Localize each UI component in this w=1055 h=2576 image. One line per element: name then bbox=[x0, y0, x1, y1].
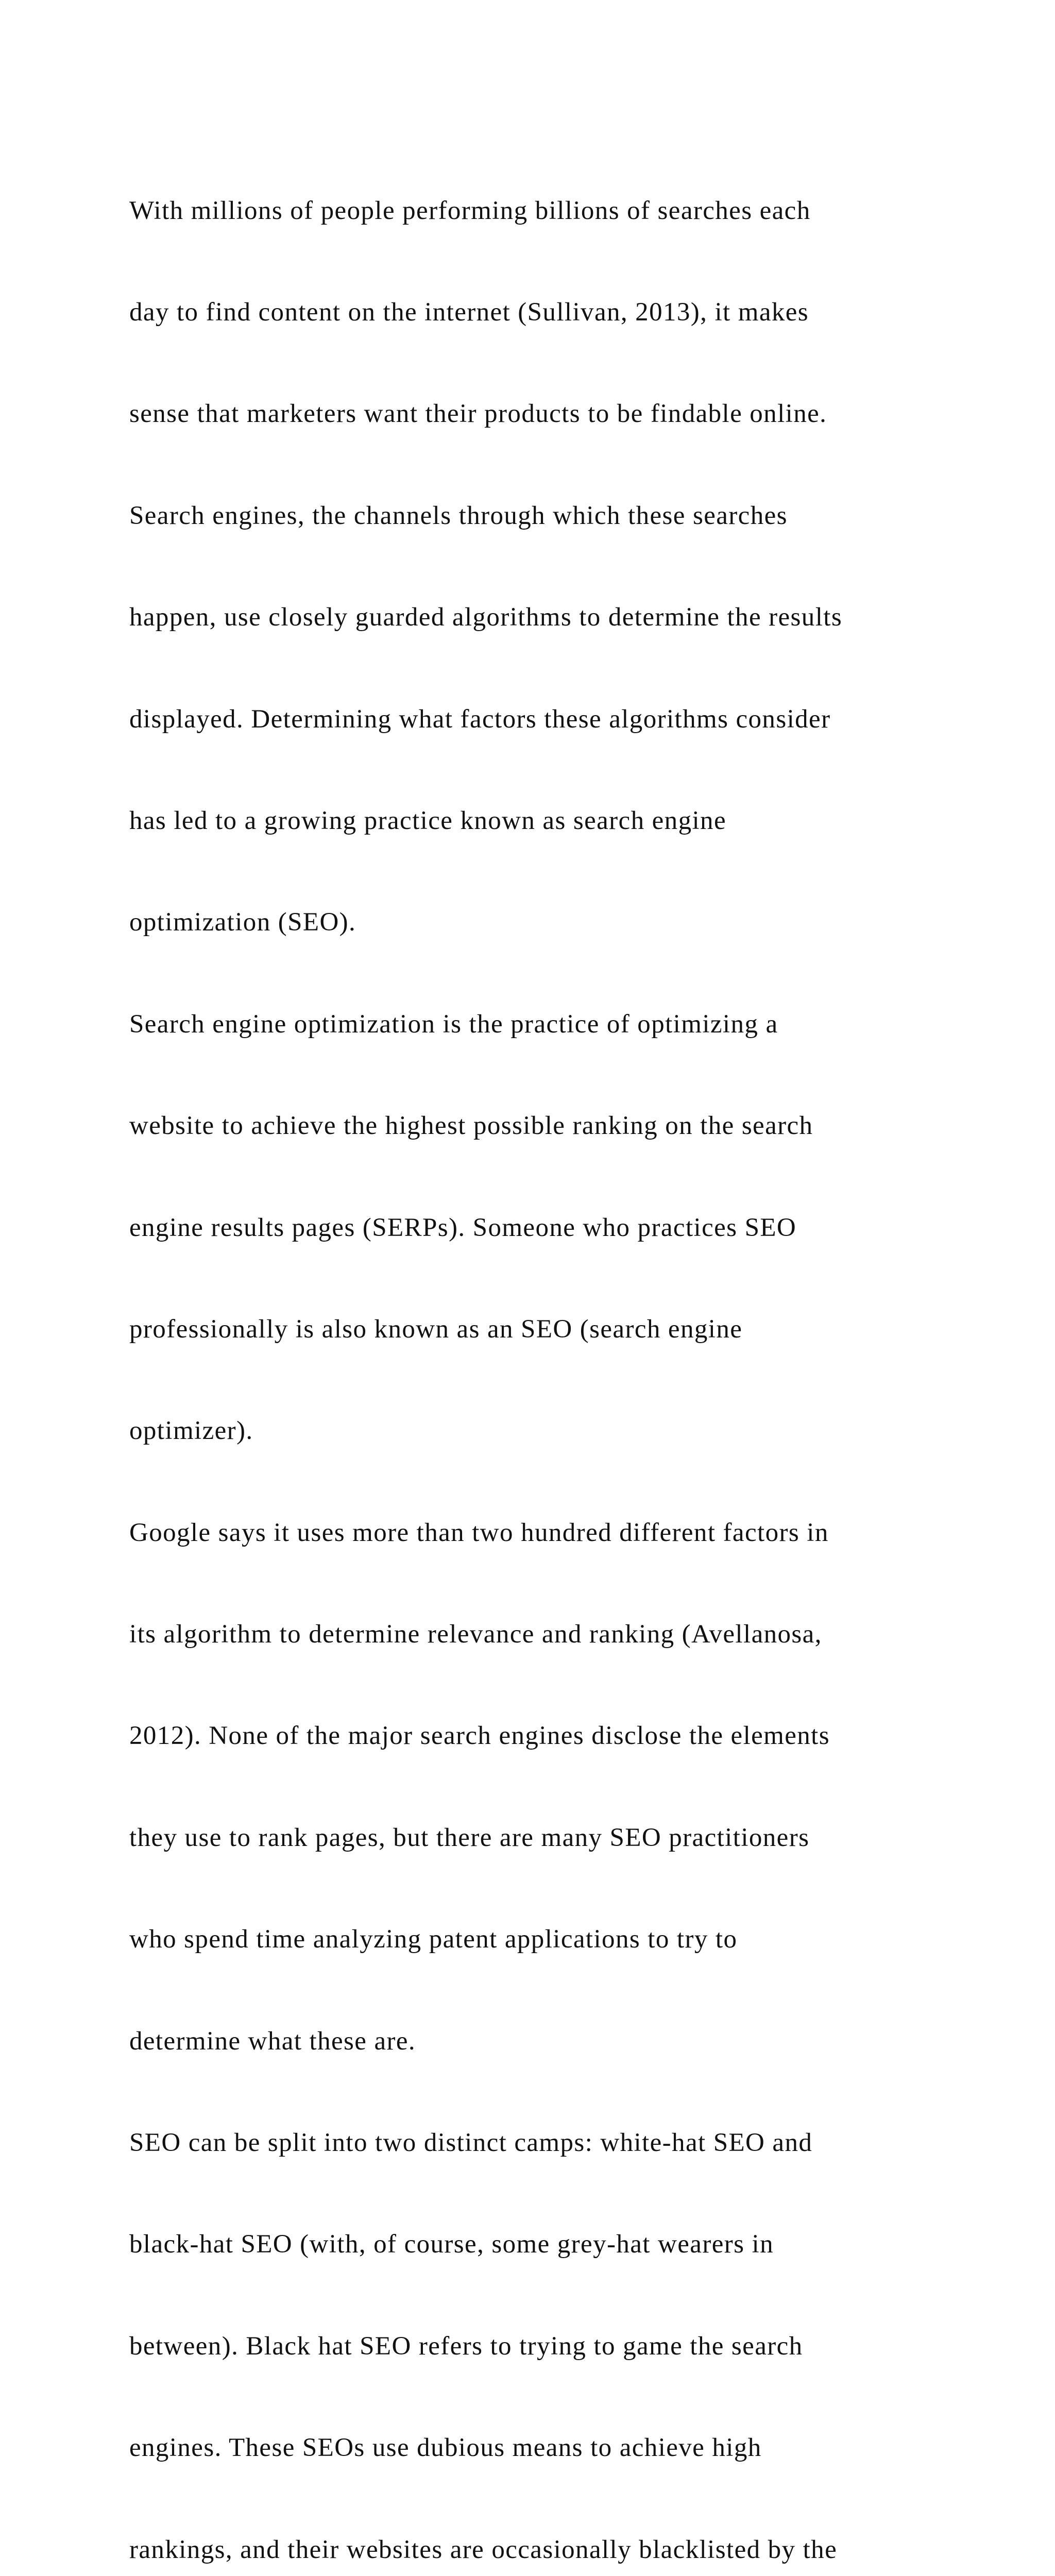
text-line: website to achieve the highest possible ranking on the search bbox=[129, 1111, 813, 1141]
text-line: professionally is also known as an SEO (search engine bbox=[129, 1314, 743, 1344]
text-line: rankings, and their websites are occasionally blacklisted by the bbox=[129, 2535, 838, 2564]
text-line: has led to a growing practice known as search engine bbox=[129, 806, 726, 835]
text-line: optimizer). bbox=[129, 1416, 253, 1446]
text-line: engines. These SEOs use dubious means to achieve high bbox=[129, 2433, 762, 2463]
body-text bbox=[129, 126, 1005, 2576]
text-line: Google says it uses more than two hundred different factors in bbox=[129, 1518, 829, 1547]
text-line: sense that marketers want their products to be findable online. bbox=[129, 399, 827, 429]
text-line: displayed. Determining what factors these algorithms consider bbox=[129, 704, 831, 734]
text-line: they use to rank pages, but there are many SEO practitioners bbox=[129, 1823, 810, 1852]
text-line: determine what these are. bbox=[129, 2026, 416, 2056]
text-line: With millions of people performing billions of searches each bbox=[129, 196, 811, 225]
text-line: its algorithm to determine relevance and ranking (Avellanosa, bbox=[129, 1620, 822, 1649]
text-line: engine results pages (SERPs). Someone who practices SEO bbox=[129, 1213, 797, 1242]
text-line: between). Black hat SEO refers to trying to game the search bbox=[129, 2331, 803, 2361]
text-line: day to find content on the internet (Sullivan, 2013), it makes bbox=[129, 297, 809, 327]
text-line: optimization (SEO). bbox=[129, 908, 356, 937]
text-line: happen, use closely guarded algorithms to determine the results bbox=[129, 603, 843, 632]
text-line: 2012). None of the major search engines disclose the elements bbox=[129, 1721, 830, 1751]
text-line: black-hat SEO (with, of course, some grey-hat wearers in bbox=[129, 2230, 774, 2259]
text-line: Search engine optimization is the practice of optimizing a bbox=[129, 1009, 778, 1039]
text-line: SEO can be split into two distinct camps: white-hat SEO and bbox=[129, 2128, 813, 2158]
text-line: who spend time analyzing patent applications to try to bbox=[129, 1925, 738, 1954]
text-line: Search engines, the channels through which these searches bbox=[129, 501, 788, 530]
